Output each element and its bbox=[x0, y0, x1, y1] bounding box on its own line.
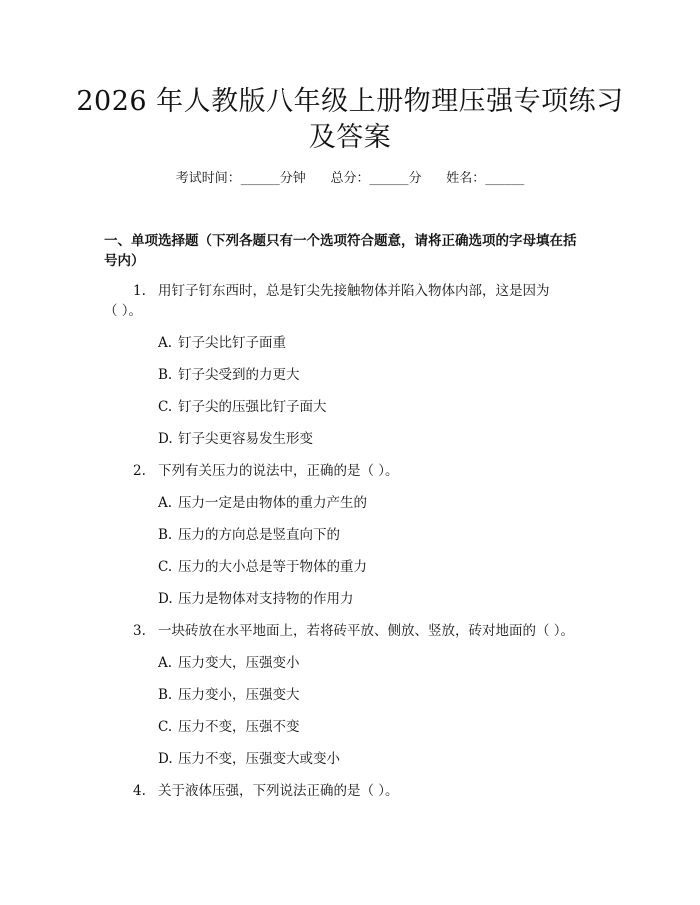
option-text: 压力是物体对支持物的作用力 bbox=[178, 591, 354, 607]
page-title: 2026 年人教版八年级上册物理压强专项练习 bbox=[76, 86, 624, 117]
option-letter: D. bbox=[158, 591, 173, 607]
option-text: 压力不变，压强变大或变小 bbox=[178, 751, 340, 767]
option-b bbox=[158, 525, 340, 545]
option-text: 压力的方向总是竖直向下的 bbox=[178, 527, 340, 543]
option-text: 压力的大小总是等于物体的重力 bbox=[178, 559, 367, 575]
option-text: 压力变大，压强变小 bbox=[178, 655, 300, 671]
question-number: 4. bbox=[133, 783, 146, 799]
section-heading: 一、单项选择题（下列各题只有一个选项符合题意，请将正确选项的字母填在括 bbox=[104, 233, 577, 249]
option-text: 钉子尖比钉子面重 bbox=[178, 335, 286, 351]
question-2 bbox=[133, 461, 399, 481]
option-letter: C. bbox=[158, 399, 173, 415]
question-number: 3. bbox=[133, 623, 146, 639]
question-3 bbox=[133, 621, 574, 641]
question-text: 用钉子钉东西时，总是钉尖先接触物体并陷入物体内部，这是因为 bbox=[158, 283, 550, 299]
question-text: 下列有关压力的说法中，正确的是（ ）。 bbox=[158, 463, 399, 479]
option-d bbox=[158, 589, 354, 609]
option-a bbox=[158, 493, 367, 513]
option-c bbox=[158, 397, 327, 417]
option-d bbox=[158, 749, 340, 769]
option-d bbox=[158, 429, 313, 449]
question-number: 1. bbox=[133, 283, 146, 299]
option-text: 压力变小，压强变大 bbox=[178, 687, 300, 703]
option-text: 钉子尖更容易发生形变 bbox=[178, 431, 313, 447]
option-letter: D. bbox=[158, 431, 173, 447]
question-number: 2. bbox=[133, 463, 146, 479]
option-letter: C. bbox=[158, 719, 173, 735]
question-1 bbox=[133, 281, 550, 301]
option-letter: B. bbox=[158, 687, 173, 703]
section-heading-continued: 号内） bbox=[104, 253, 145, 269]
option-text: 压力不变，压强不变 bbox=[178, 719, 300, 735]
question-text: 关于液体压强，下列说法正确的是（ ）。 bbox=[158, 783, 399, 799]
option-text: 钉子尖的压强比钉子面大 bbox=[178, 399, 327, 415]
option-a bbox=[158, 653, 300, 673]
option-text: 压力一定是由物体的重力产生的 bbox=[178, 495, 367, 511]
question-text: 一块砖放在水平地面上，若将砖平放、侧放、竖放，砖对地面的（ ）。 bbox=[158, 623, 575, 639]
option-c bbox=[158, 557, 367, 577]
option-letter: A. bbox=[158, 655, 173, 671]
option-letter: B. bbox=[158, 367, 173, 383]
option-text: 钉子尖受到的力更大 bbox=[178, 367, 300, 383]
option-letter: D. bbox=[158, 751, 173, 767]
option-b bbox=[158, 685, 300, 705]
exam-info-line: 考试时间：______分钟 总分：______分 姓名：______ bbox=[175, 171, 525, 186]
question-1-continued: （ ）。 bbox=[104, 303, 143, 319]
option-b bbox=[158, 365, 300, 385]
option-letter: A. bbox=[158, 335, 173, 351]
option-letter: A. bbox=[158, 495, 173, 511]
option-c bbox=[158, 717, 300, 737]
question-4 bbox=[133, 781, 399, 801]
option-a bbox=[158, 333, 286, 353]
page-title-continued: 及答案 bbox=[308, 122, 392, 153]
option-letter: C. bbox=[158, 559, 173, 575]
option-letter: B. bbox=[158, 527, 173, 543]
